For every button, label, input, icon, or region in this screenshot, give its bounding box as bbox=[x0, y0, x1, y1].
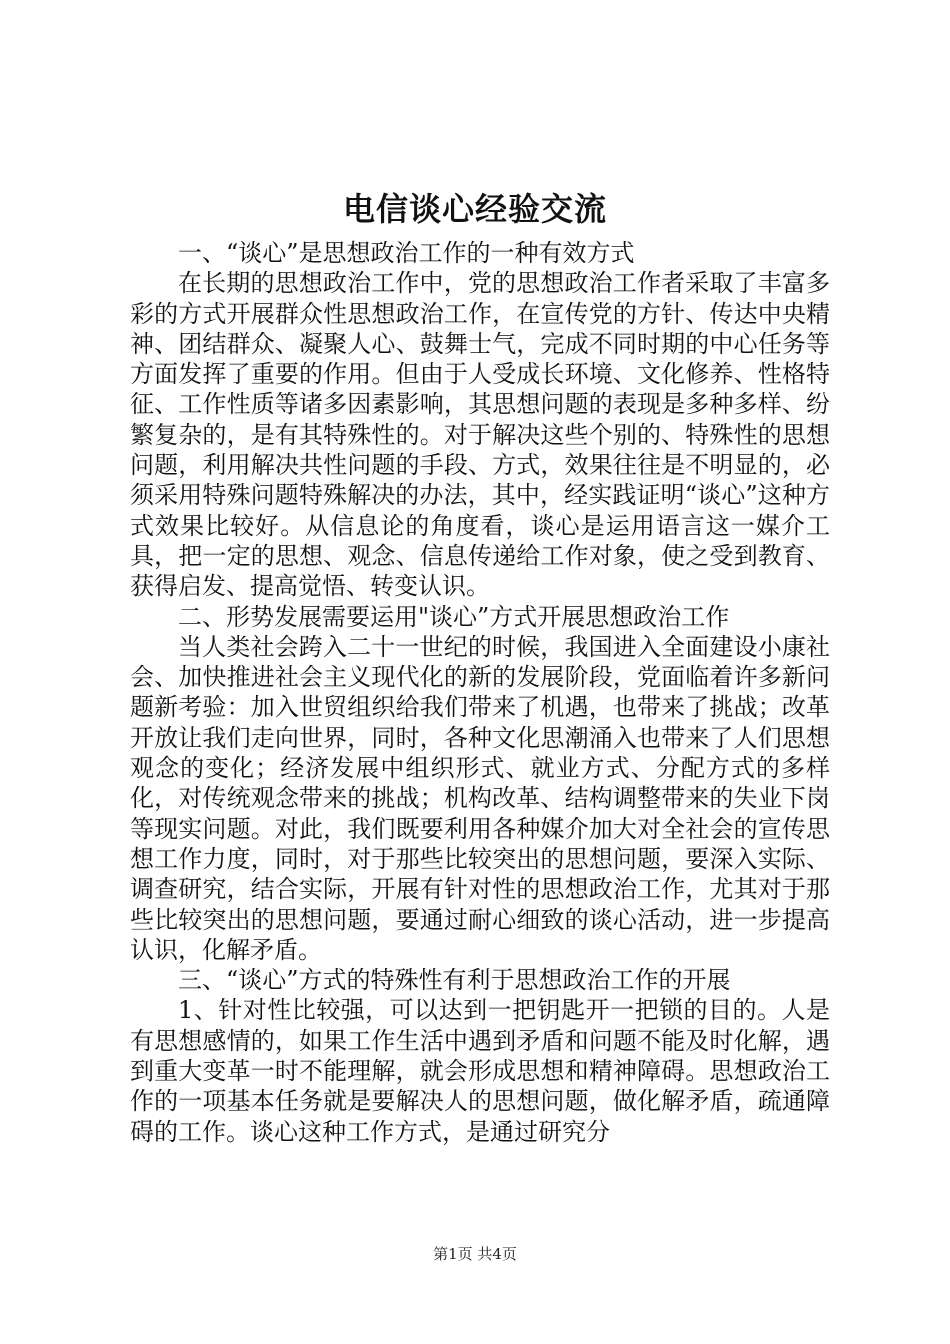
section-heading-2: 二、形势发展需要运用"谈心”方式开展思想政治工作 bbox=[178, 602, 730, 631]
document-title: 电信谈心经验交流 bbox=[342, 190, 607, 228]
body-paragraph-1: 在长期的思想政治工作中，党的思想政治工作者采取了丰富多彩的方式开展群众性思想政治工作，在宣传党的方针、传达中央精神、团结群众、凝聚人心、鼓舞士气，完成不同时期的中心任务等方面发挥了重要的作用。但由于人受成长环境、文化修养、性格特征、工作性质等诸多因素影响，其思想问题的表现是多种多样、纷繁复杂的，是有其特殊性的。对于解决这些个别的、特殊性的思想问题，利用解决共性问题的手段、方式，效果往往是不明显的，必须采用特殊问题特殊解决的办法，其中，经实践证明“谈心”这种方式效果比较好。从信息论的角度看，谈心是运用语言这一媒介工具，把一定的思想、观念、信息传递给工作对象，使之受到教育、获得启发、提高觉悟、转变认识。 bbox=[130, 269, 830, 601]
body-paragraph-3: 1、针对性比较强，可以达到一把钥匙开一把锁的目的。人是有思想感情的，如果工作生活中遇到矛盾和问题不能及时化解，遇到重大变革一时不能理解，就会形成思想和精神障碍。思想政治工作的一项基本任务就是要解决人的思想问题，做化解矛盾，疏通障碍的工作。谈心这种工作方式，是通过研究分 bbox=[130, 996, 830, 1146]
document-body bbox=[130, 238, 830, 1147]
body-paragraph-2: 当人类社会跨入二十一世纪的时候，我国进入全面建设小康社会、加快推进社会主义现代化的新的发展阶段，党面临着许多新问题新考验：加入世贸组织给我们带来了机遇，也带来了挑战；改革开放让我们走向世界，同时，各种文化思潮涌入也带来了人们思想观念的变化；经济发展中组织形式、就业方式、分配方式的多样化，对传统观念带来的挑战；机构改革、结构调整带来的失业下岗等现实问题。对此，我们既要利用各种媒介加大对全社会的宣传思想工作力度，同时，对于那些比较突出的思想问题，要深入实际、调查研究，结合实际，开展有针对性的思想政治工作，尤其对于那些比较突出的思想问题，要通过耐心细致的谈心活动，进一步提高认识，化解矛盾。 bbox=[130, 632, 830, 964]
section-heading-3: 三、“谈心”方式的特殊性有利于思想政治工作的开展 bbox=[178, 966, 731, 995]
section-heading-1: 一、“谈心”是思想政治工作的一种有效方式 bbox=[178, 239, 635, 267]
page-number-footer: 第1页 共4页 bbox=[433, 1245, 517, 1263]
